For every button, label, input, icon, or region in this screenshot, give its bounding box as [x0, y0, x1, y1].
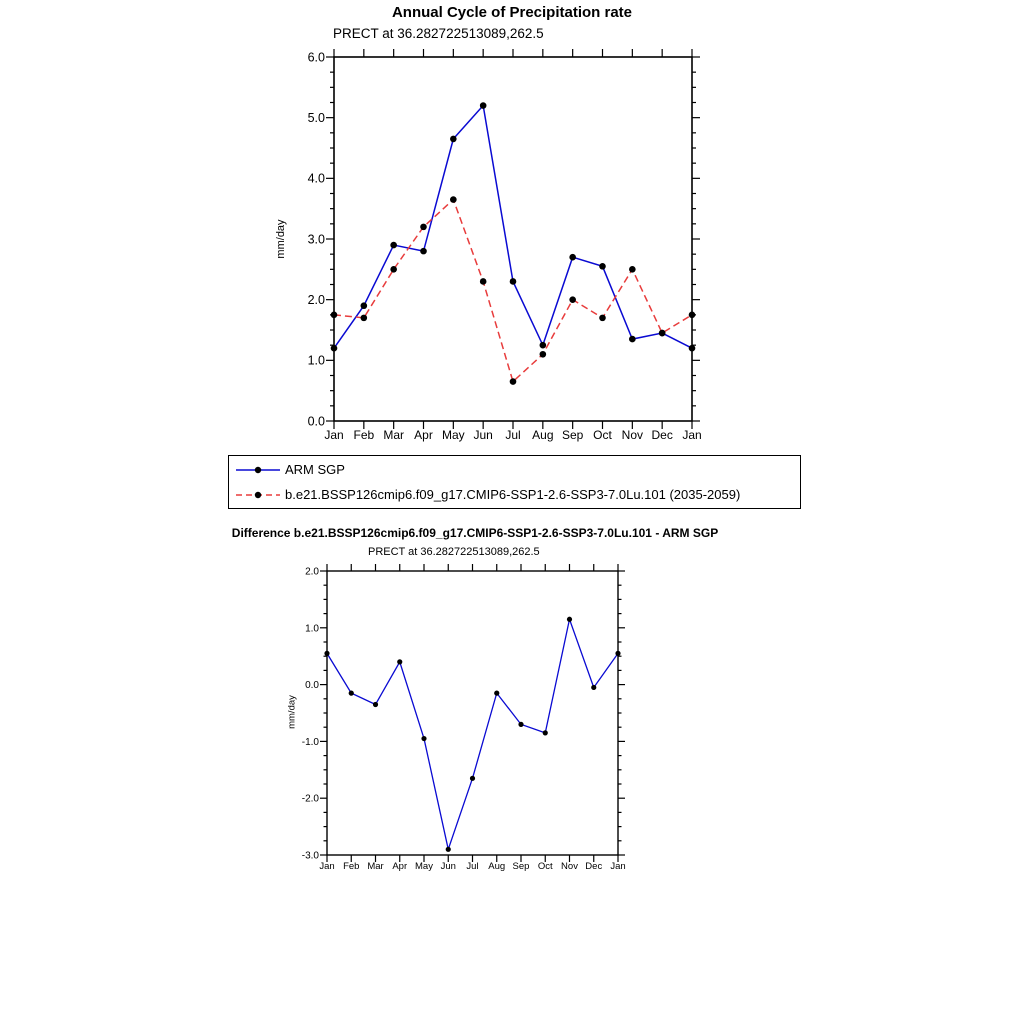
svg-text:Dec: Dec: [585, 861, 603, 872]
svg-text:2.0: 2.0: [307, 293, 325, 308]
difference-chart-y-axis-label: mm/day: [286, 695, 298, 729]
legend-line-sample-dashed: [234, 487, 282, 503]
svg-text:-2.0: -2.0: [301, 793, 319, 805]
svg-text:Oct: Oct: [593, 428, 612, 442]
svg-text:1.0: 1.0: [307, 353, 325, 368]
svg-text:Mar: Mar: [367, 861, 384, 872]
top-chart-subtitle: PRECT at 36.282722513089,262.5: [333, 26, 544, 41]
svg-text:Jan: Jan: [324, 428, 344, 442]
svg-text:Jun: Jun: [440, 861, 456, 872]
svg-text:Sep: Sep: [561, 428, 584, 442]
svg-text:May: May: [441, 428, 465, 442]
svg-text:3.0: 3.0: [307, 232, 325, 247]
legend: [228, 455, 801, 509]
svg-text:Aug: Aug: [532, 428, 554, 442]
svg-text:Feb: Feb: [353, 428, 375, 442]
svg-text:Apr: Apr: [392, 861, 408, 872]
svg-text:5.0: 5.0: [307, 111, 325, 126]
difference-chart-subtitle: PRECT at 36.282722513089,262.5: [368, 546, 540, 558]
svg-text:-1.0: -1.0: [301, 736, 319, 748]
svg-text:May: May: [415, 861, 433, 872]
difference-chart-plot: [255, 558, 665, 888]
top-chart-y-axis-label: mm/day: [275, 219, 287, 259]
svg-text:Feb: Feb: [343, 861, 360, 872]
legend-item-model-run: [229, 482, 800, 507]
svg-text:Jul: Jul: [466, 861, 479, 872]
svg-text:Aug: Aug: [488, 861, 506, 872]
svg-text:Dec: Dec: [651, 428, 673, 442]
svg-text:Mar: Mar: [383, 428, 405, 442]
svg-text:Jan: Jan: [319, 861, 335, 872]
legend-label-model-run: b.e21.BSSP126cmip6.f09_g17.CMIP6-SSP1-2.6-SSP3-7.0Lu.101 (2035-2059): [285, 487, 741, 502]
svg-text:0.0: 0.0: [305, 680, 319, 692]
svg-text:Oct: Oct: [537, 861, 553, 872]
svg-text:Sep: Sep: [512, 861, 530, 872]
legend-item-arm-sgp: [229, 457, 800, 482]
svg-text:6.0: 6.0: [307, 50, 325, 65]
svg-text:Jan: Jan: [682, 428, 702, 442]
svg-text:Nov: Nov: [621, 428, 644, 442]
svg-text:Jul: Jul: [505, 428, 521, 442]
svg-text:1.0: 1.0: [305, 623, 319, 635]
svg-text:0.0: 0.0: [307, 414, 325, 429]
svg-text:4.0: 4.0: [307, 171, 325, 186]
svg-text:2.0: 2.0: [305, 566, 319, 578]
svg-text:Nov: Nov: [561, 861, 578, 872]
legend-label-arm-sgp: ARM SGP: [285, 462, 345, 477]
svg-text:-3.0: -3.0: [301, 850, 319, 862]
svg-text:Jun: Jun: [473, 428, 493, 442]
legend-line-sample-solid: [234, 462, 282, 478]
svg-text:Apr: Apr: [414, 428, 433, 442]
difference-chart-title: Difference b.e21.BSSP126cmip6.f09_g17.CMIP6-SSP1-2.6-SSP3-7.0Lu.101 - ARM SGP: [231, 526, 719, 540]
svg-text:Jan: Jan: [610, 861, 626, 872]
top-chart-plot: [250, 40, 770, 470]
top-chart-title: Annual Cycle of Precipitation rate: [391, 4, 633, 21]
